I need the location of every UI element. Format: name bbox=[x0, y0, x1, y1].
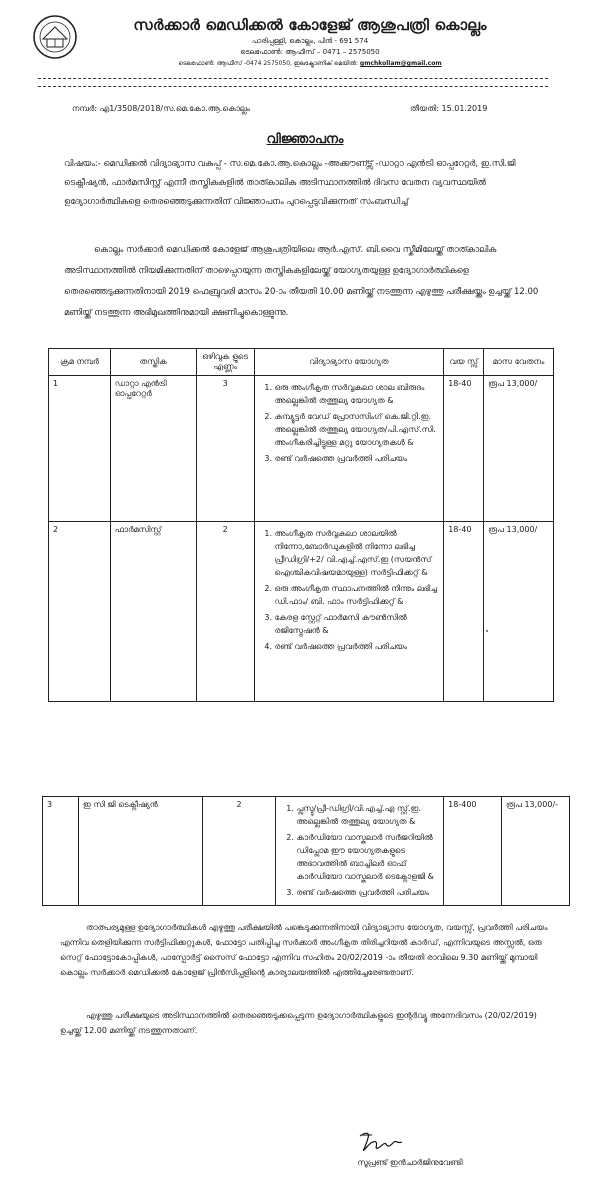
row-serial-no: 2 bbox=[49, 522, 111, 702]
hospital-email: gmchkollam@gmail.com bbox=[359, 60, 442, 67]
header-post: തസ്തിക bbox=[110, 349, 196, 376]
hospital-address: പാരിപ്പള്ളി, കൊല്ലം, പിൻ - 691 574 bbox=[251, 37, 369, 45]
header-salary: മാസ വേതനം bbox=[484, 349, 554, 376]
table-row bbox=[49, 376, 554, 522]
row-post: ഫാർമസിസ്റ്റ് bbox=[110, 522, 196, 702]
subject-paragraph: വിഷയം:- മെഡിക്കൽ വിദ്യാഭ്യാസ വകുപ്പ് - സ.മെ.കോ.ആ.കൊല്ലം -അക്കൗണ്ട്സ് -ഡാറ്റാ എൻട്രി ഓപ്പറേറ്റർ, ഇ.സി.ജി ടെക്നീഷ്യൻ, ഫാർമസിസ്റ്റ് എന്നീ തസ്തികകളിൽ താത്കാലിക അടിസ്ഥാനത്തിൽ ദിവസ വേതന വ്യവസ്ഥയിൽ ഉദ്യോഗാർത്ഥികളെ തെരഞ്ഞെടുക്കുന്നതിന് വിജ്ഞാപനം പുറപ്പെടുവിക്കുന്നത് സംബന്ധിച്ച് bbox=[64, 159, 516, 207]
row-salary: രൂപ 13,000/ bbox=[484, 376, 554, 522]
row-qualifications bbox=[276, 797, 444, 906]
row-qualifications bbox=[254, 376, 444, 522]
qualification-item: 2. ഒരു അംഗീകൃത സ്ഥാപനത്തിൽ നിന്നും ലഭിച്ച ഡി.ഫാം/ ബി. ഫാം സർട്ടിഫിക്കറ്റ് & bbox=[275, 582, 440, 608]
qualification-item: 3. രണ്ട് വർഷത്തെ പ്രവർത്തി പരിചയം bbox=[296, 886, 439, 899]
row-salary: രൂപ 13,000/ bbox=[484, 522, 554, 702]
row-vacancies: 2 bbox=[196, 522, 254, 702]
row-vacancies: 3 bbox=[196, 376, 254, 522]
header-age: വയ സ്സ് bbox=[444, 349, 484, 376]
hospital-title: സർക്കാർ മെഡിക്കൽ കോളേജ് ആശുപത്രി കൊല്ലം bbox=[133, 16, 487, 34]
qualification-item: 3. രണ്ട് വർഷത്തെ പ്രവർത്തി പരിചയം bbox=[275, 452, 440, 465]
row-qualifications bbox=[254, 522, 444, 702]
qualification-item: 1. പ്ലസ്ടു/പ്രീ-ഡിഗ്രി/വി.എച്ച്.എ സ്റ്റ്.ഇ. അല്ലെങ്കിൽ തത്തുല്യ യോഗ്യത & bbox=[296, 802, 439, 828]
row-post: ഡാറ്റാ എൻട്രി ഓപ്പറേറ്റർ bbox=[110, 376, 196, 522]
table-header-row bbox=[49, 349, 554, 376]
hospital-telephone: ടെലഫോൺ: ആഫീസ് – 0471 – 2575050 bbox=[240, 48, 380, 56]
row-age: 18-400 bbox=[444, 797, 502, 906]
hospital-contact-line bbox=[100, 60, 520, 68]
reference-number: നമ്പർ: എ1/3508/2018/സ.മെ.കോ.ആ.കൊല്ലം bbox=[72, 104, 250, 113]
scan-speck bbox=[486, 630, 488, 632]
vacancy-table-continued bbox=[42, 796, 570, 906]
table-row bbox=[49, 522, 554, 702]
row-serial-no: 1 bbox=[49, 376, 111, 522]
qualification-item: 3. കേരള സ്റ്റേറ്റ് ഫാർമസി കൗൺസിൽ രജിസ്ട്രേഷൻ & bbox=[275, 611, 440, 637]
signature-icon bbox=[356, 1128, 406, 1156]
instructions-paragraph: താത്പര്യമുള്ള ഉദ്യോഗാർത്ഥികൾ എഴുത്തു പരീക്ഷയിൽ പങ്കെടുക്കുന്നതിനായി വിദ്യാഭ്യാസ യോഗ്യത, വയസ്സ്, പ്രവർത്തി പരിചയം എന്നിവ തെളിയിക്കുന്ന സർട്ടിഫിക്കറ്റുകൾ, ഫോട്ടോ പതിപ്പിച്ച സർക്കാർ അംഗീകൃത തിരിച്ചറിയൽ കാർഡ്, എന്നിവയുടെ അസ്സൽ, ഒരു സെറ്റ് ഫോട്ടോകോപ്പികൾ, പാസ്പോർട്ട് സൈസ് ഫോട്ടോ എന്നിവ സഹിതം 20/02/2019 -ാം തീയതി രാവിലെ 9.30 മണിയ്ക്ക് മുമ്പായി കൊല്ലം സർക്കാർ മെഡിക്കൽ കോളേജ് പ്രിൻസിപ്പളിന്റെ കാര്യാലയത്തിൽ എത്തിച്ചേരേണ്ടതാണ്. bbox=[60, 923, 548, 977]
contact-text: ടെലഫോൺ: ആഫീസ് -0474 2575050, ഇലക്ട്രോണിക് മെയിൽ: bbox=[178, 60, 358, 67]
qualification-item: 2. കമ്പ്യൂട്ടർ വേഡ് പ്രോസസിംഗ് കെ.ജി.റ്റി.ഇ. അല്ലെങ്കിൽ തത്തുല്യ യോഗ്യത/പി.എസ്.സി. അംഗീകരിച്ചിട്ടുള്ള മറ്റു യോഗ്യതകൾ & bbox=[275, 410, 440, 449]
header-vacancies: ഒഴിവുക ളുടെ എണ്ണം bbox=[196, 349, 254, 376]
row-serial-no: 3 bbox=[43, 797, 79, 906]
notice-title: വിജ്ഞാപനം bbox=[266, 132, 344, 147]
notice-date: തീയതി: 15.01.2019 bbox=[410, 104, 488, 113]
header-rule-bottom bbox=[38, 86, 548, 87]
qualification-item: 4. രണ്ട് വർഷത്തെ പ്രവർത്തി പരിചയം bbox=[275, 640, 440, 653]
row-age: 18-40 bbox=[444, 522, 484, 702]
header-qualification: വിദ്യാഭ്യാസ യോഗ്യത bbox=[254, 349, 444, 376]
college-seal-icon bbox=[32, 14, 78, 60]
interview-paragraph: എഴുത്തു പരീക്ഷയുടെ അടിസ്ഥാനത്തിൽ തെരഞ്ഞെടുക്കപ്പെടുന്ന ഉദ്യോഗാർത്ഥികളുടെ ഇന്റർവ്യൂ അന്നേദിവസം (20/02/2019) ഉച്ചയ്ക്ക് 12.00 മണിയ്ക്ക് നടത്തുന്നതാണ്. bbox=[60, 1011, 537, 1035]
header-rule-top bbox=[38, 78, 548, 79]
row-vacancies: 2 bbox=[202, 797, 276, 906]
table-row bbox=[43, 797, 570, 906]
body-paragraph: കൊല്ലം സർക്കാർ മെഡിക്കൽ കോളേജ് ആശുപത്രിയിലെ ആർ.എസ്. ബി.വൈ സ്കീമിലേയ്ക്ക് താത്കാലിക അടിസ്ഥാനത്തിൽ നിയമിക്കുന്നതിന് താഴെപ്പറയുന്ന തസ്തികകളിലേയ്ക്ക് യോഗ്യതയുള്ള ഉദ്യോഗാർത്ഥികളെ തെരഞ്ഞെടുക്കുന്നതിനായി 2019 ഫെബ്രുവരി മാസം 20-ാം തീയതി 10.00 മണിയ്ക്ക് നടത്തുന്ന എഴുത്തു പരീക്ഷയ്ക്കും ഉച്ചയ്ക്ക് 12.00 മണിയ്ക്ക് നടത്തുന്ന അഭിമുഖത്തിനുമായി ക്ഷണിച്ചുകൊള്ളുന്നു. bbox=[64, 245, 539, 318]
vacancy-table bbox=[48, 348, 554, 702]
signatory-designation: സൂപ്രണ്ട് ഇൻചാർജിനുവേണ്ടി bbox=[357, 1158, 463, 1167]
row-post: ഇ സി ജി ടെക്നീഷ്യൻ bbox=[78, 797, 202, 906]
qualification-item: 1. ഒരു അംഗീകൃത സർവ്വകലാ ശാല ബിരുദം അല്ലെങ്കിൽ തത്തുല്യ യോഗ്യത & bbox=[275, 381, 440, 407]
row-salary: രൂപ 13,000/- bbox=[502, 797, 570, 906]
header-serial-no: ക്രമ നമ്പർ bbox=[49, 349, 111, 376]
qualification-item: 1. അംഗീകൃത സർവ്വകലാ ശാലയിൽ നിന്നോ,ബോർഡുകളിൽ നിന്നോ ലഭിച്ച പ്രീഡിഗ്രി/+2/ വി.എച്ച്.എസ്.ഇ (സയൻസ് ഐശ്ചികവിഷയമായുള്ള) സർട്ടിഫിക്കറ്റ് & bbox=[275, 527, 440, 579]
row-age: 18-40 bbox=[444, 376, 484, 522]
qualification-item: 2. കാർഡിയോ വാസ്കുലാർ സർജറിയിൽ ഡിപ്ലോമ ഈ യോഗ്യതകളുടെ അഭാവത്തിൽ ബാച്ചിലർ ഓഫ് കാർഡിയോ വാസ്കുലാർ ടെക്നോളജി & bbox=[296, 831, 439, 883]
